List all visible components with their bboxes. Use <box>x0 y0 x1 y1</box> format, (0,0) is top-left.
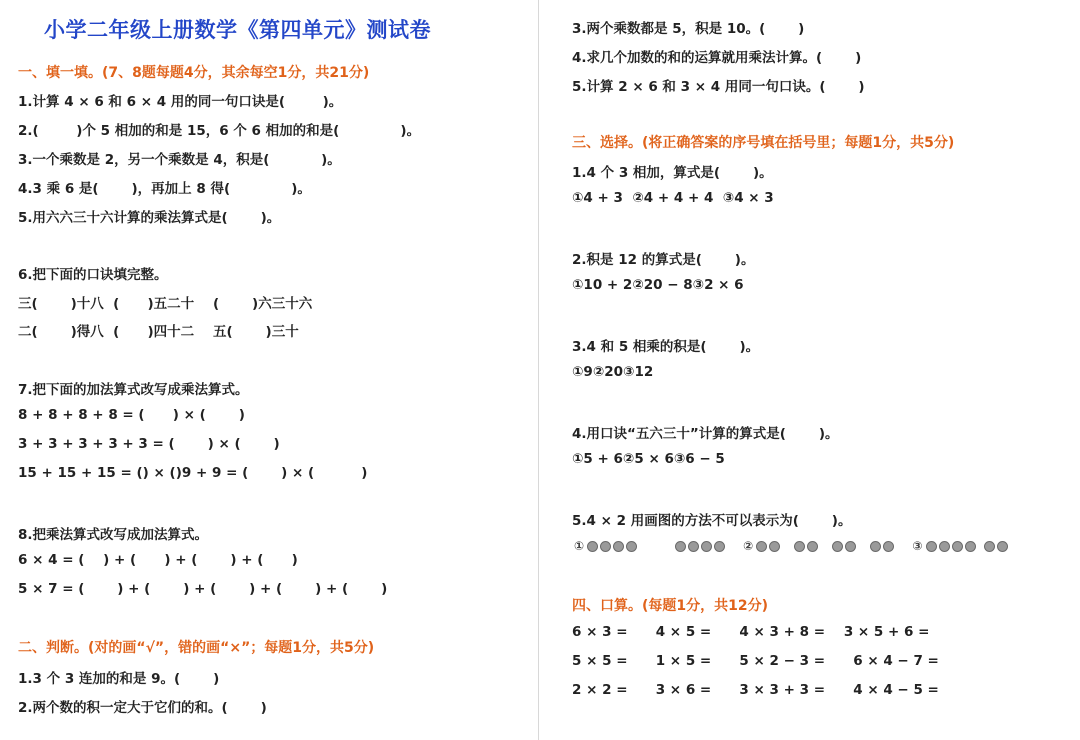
addition-to-multiplication-row-2: 3 + 3 + 3 + 3 + 3 = ( ) × ( ) <box>18 436 280 452</box>
mental-math-row-3: 2 × 2 = 3 × 6 = 3 × 3 + 3 = 4 × 4 − 5 = <box>572 682 939 698</box>
choice-options-4: ①5 + 6②5 × 6③6 − 5 <box>572 451 725 467</box>
fill-question-5: 5.用六六三十六计算的乘法算式是( )。 <box>18 210 281 226</box>
dot-option-2-marker: ② <box>743 539 754 553</box>
dot-drawing-options <box>574 539 1026 553</box>
addition-to-multiplication-row-1: 8 + 8 + 8 + 8 = ( ) × ( ) <box>18 407 245 423</box>
dot-option-1 <box>574 539 725 553</box>
multiplication-to-addition-row-1: 6 × 4 = ( ) + ( ) + ( ) + ( ) <box>18 552 298 568</box>
dot-icon <box>832 541 843 552</box>
choice-question-5: 5.4 × 2 用画图的方法不可以表示为( )。 <box>572 513 852 529</box>
dot-icon <box>714 541 725 552</box>
dot-icon <box>794 541 805 552</box>
page-title: 小学二年级上册数学《第四单元》测试卷 <box>44 18 431 42</box>
choice-question-2: 2.积是 12 的算式是( )。 <box>572 252 755 268</box>
column-divider <box>538 0 539 740</box>
rhyme-row-2: 二( )得八 ( )四十二 五( )三十 <box>18 324 299 340</box>
choice-question-4: 4.用口诀“五六三十”计算的算式是( )。 <box>572 426 839 442</box>
judge-question-4: 4.求几个加数的和的运算就用乘法计算。( ) <box>572 50 862 66</box>
dot-icon <box>845 541 856 552</box>
fill-question-4: 4.3 乘 6 是( )，再加上 8 得( )。 <box>18 181 311 197</box>
dot-icon <box>984 541 995 552</box>
dot-icon <box>952 541 963 552</box>
dot-icon <box>883 541 894 552</box>
fill-question-6: 6.把下面的口诀填完整。 <box>18 267 168 283</box>
dot-icon <box>939 541 950 552</box>
dot-icon <box>965 541 976 552</box>
fill-question-2: 2.( )个 5 相加的和是 15，6 个 6 相加的和是( )。 <box>18 123 421 139</box>
mental-math-row-2: 5 × 5 = 1 × 5 = 5 × 2 − 3 = 6 × 4 − 7 = <box>572 653 939 669</box>
dot-icon <box>626 541 637 552</box>
section-judge-header: 二、判断。(对的画“√”，错的画“×”；每题1分，共5分) <box>18 640 375 656</box>
dot-icon <box>997 541 1008 552</box>
mental-math-row-1: 6 × 3 = 4 × 5 = 4 × 3 + 8 = 3 × 5 + 6 = <box>572 624 930 640</box>
dot-option-2 <box>743 539 894 553</box>
dot-icon <box>807 541 818 552</box>
dot-option-3-marker: ③ <box>912 539 923 553</box>
dot-icon <box>675 541 686 552</box>
fill-question-8: 8.把乘法算式改写成加法算式。 <box>18 527 209 543</box>
right-column <box>550 0 1080 740</box>
fill-question-1: 1.计算 4 × 6 和 6 × 4 用的同一句口诀是( )。 <box>18 94 343 110</box>
left-column <box>0 0 536 740</box>
choice-options-1: ①4 + 3 ②4 + 4 + 4 ③4 × 3 <box>572 190 774 206</box>
dot-icon <box>769 541 780 552</box>
rhyme-row-1: 三( )十八 ( )五二十 ( )六三十六 <box>18 296 313 312</box>
choice-question-3: 3.4 和 5 相乘的积是( )。 <box>572 339 760 355</box>
dot-option-3 <box>912 539 1007 553</box>
dot-icon <box>688 541 699 552</box>
judge-question-3: 3.两个乘数都是 5，积是 10。( ) <box>572 21 805 37</box>
dot-icon <box>701 541 712 552</box>
section-choice-header: 三、选择。(将正确答案的序号填在括号里；每题1分，共5分) <box>572 135 955 151</box>
dot-icon <box>587 541 598 552</box>
section-fill-in-header: 一、填一填。(7、8题每题4分，其余每空1分，共21分) <box>18 65 370 81</box>
multiplication-to-addition-row-2: 5 × 7 = ( ) + ( ) + ( ) + ( ) + ( ) <box>18 581 388 597</box>
fill-question-3: 3.一个乘数是 2，另一个乘数是 4，积是( )。 <box>18 152 341 168</box>
judge-question-2: 2.两个数的积一定大于它们的和。( ) <box>18 700 267 716</box>
dot-icon <box>756 541 767 552</box>
choice-options-3: ①9②20③12 <box>572 364 654 380</box>
judge-question-1: 1.3 个 3 连加的和是 9。( ) <box>18 671 220 687</box>
addition-to-multiplication-row-3: 15 + 15 + 15 = () × ()9 + 9 = ( ) × ( ) <box>18 465 368 481</box>
judge-question-5: 5.计算 2 × 6 和 3 × 4 用同一句口诀。( ) <box>572 79 865 95</box>
dot-icon <box>600 541 611 552</box>
choice-options-2: ①10 + 2②20 − 8③2 × 6 <box>572 277 744 293</box>
dot-icon <box>926 541 937 552</box>
section-mental-math-header: 四、口算。(每题1分，共12分) <box>572 598 769 614</box>
dot-option-1-marker: ① <box>574 539 585 553</box>
dot-icon <box>870 541 881 552</box>
choice-question-1: 1.4 个 3 相加，算式是( )。 <box>572 165 773 181</box>
dot-icon <box>613 541 624 552</box>
fill-question-7: 7.把下面的加法算式改写成乘法算式。 <box>18 382 249 398</box>
